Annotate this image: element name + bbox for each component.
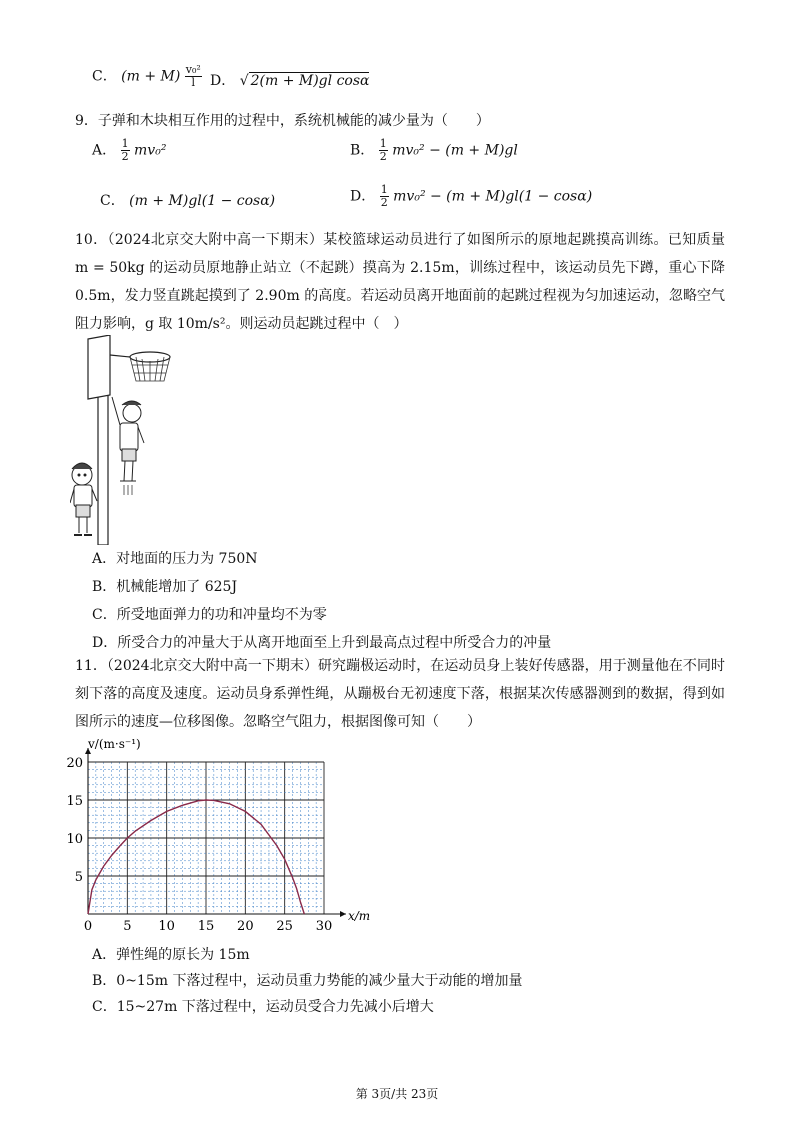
page-footer: 第 3页/共 23页 [355,1087,439,1101]
x-tick-label: 30 [315,919,333,934]
x-axis-arrow [340,911,346,917]
q9-option-b-half-num: 1 [379,137,387,150]
sqrt-symbol: √ [239,73,249,89]
q8-option-d [210,70,369,90]
q9-option-b-expr: mv₀² − (m + M)gl [392,142,518,159]
q9-option-d-half-num: 1 [380,183,388,196]
q8-option-c [92,64,202,89]
q11-option-c: C．15~27m 下落过程中，运动员受合力先减小后增大 [92,999,434,1015]
backboard [88,335,110,399]
q9-option-b-half [379,138,388,163]
chart-x-axis-label: x/m [348,909,371,923]
x-tick-label: 5 [123,919,132,934]
x-tick-label: 0 [83,919,93,934]
q9-stem: 9．子弹和木块相互作用的过程中，系统机械能的减少量为（ ） [75,113,490,129]
q9-option-c-expr: (m + M)gl(1 − cosα) [129,193,276,209]
q9-option-c [100,190,275,210]
q9-option-d [350,184,592,209]
q8-option-c-fraction [185,64,202,89]
q10-option-d: D．所受合力的冲量大于从离开地面至上升到最高点过程中所受合力的冲量 [92,635,552,651]
q11-option-b: B．0~15m 下落过程中，运动员重力势能的减少量大于动能的增加量 [92,973,523,989]
x-tick-label: 25 [276,919,293,934]
q11-stem: 11．（2024北京交大附中高一下期末）研究蹦极运动时，在运动员身上装好传感器，用于测量他在不同时刻下落的高度及速度。运动员身系弹性绳，从蹦极台无初速度下落，根据某次传感器测到的数据，得到如图所示的速度—位移图像。忽略空气阻力，根据图像可知（ ） [75,658,725,730]
y-tick-label: 10 [66,832,83,847]
q9-option-a-half-num: 1 [121,137,129,150]
y-tick-label: 20 [66,756,83,771]
x-tick-label: 10 [158,919,175,934]
q9-option-b-label: B． [350,142,375,159]
q8-option-c-expr: (m + M) [121,68,181,85]
q9-option-d-label: D． [350,188,376,205]
q9-option-a-expr: mv₀² [134,142,167,159]
q11-option-a: A．弹性绳的原长为 15m [92,947,250,963]
y-tick-label: 15 [66,794,83,809]
x-tick-label: 20 [237,919,254,934]
velocity-curve [88,800,304,914]
q10-stem: 10．（2024北京交大附中高一下期末）某校篮球运动员进行了如图所示的原地起跳摸高训练。已知质量 m = 50kg 的运动员原地静止站立（不起跳）摸高为 2.15m，训练过程中，该运动员先下蹲，重心下降 0.5m，发力竖直跳起摸到了 2.90m 的高度。若运动员离开地面前的起跳过程视为匀加速运动，忽略空气阻力影响，g 取 10m/s²。则运动员起跳过程中（ ） [75,232,725,332]
q8-option-c-fraction-den: l [191,76,196,89]
q9-option-b-half-den: 2 [379,150,387,163]
x-tick-label: 15 [197,919,215,934]
basket-pole [98,380,108,545]
standing-boy [70,463,97,535]
q9-option-d-half-den: 2 [380,196,388,209]
q10-option-c: C．所受地面弹力的功和冲量均不为零 [92,607,327,623]
q8-option-c-label: C． [92,68,117,85]
q8-option-c-fraction-num: v₀² [185,63,201,76]
y-tick-label: 5 [74,870,83,885]
q9-option-a [92,138,166,163]
velocity-displacement-chart [60,732,380,942]
chart-grid [88,762,324,914]
q10-option-b: B．机械能增加了 625J [92,579,238,595]
q9-option-c-label: C． [100,193,125,209]
q9-option-d-expr: mv₀² − (m + M)gl(1 − cosα) [393,188,593,205]
q9-option-a-half [121,138,130,163]
jumping-boy [112,397,144,495]
basketball-jump-illustration [70,335,180,545]
q9-option-a-half-den: 2 [121,150,129,163]
q8-option-d-expr: 2(m + M)gl cosα [250,73,370,89]
q9-option-b [350,138,518,163]
chart-y-axis-label: v/(m·s⁻¹) [88,737,141,751]
q9-option-a-label: A． [92,142,117,159]
q9-option-d-half [380,184,389,209]
q10-option-a: A．对地面的压力为 750N [92,551,258,567]
chart-axes [85,748,346,917]
q8-option-d-label: D． [210,73,236,89]
